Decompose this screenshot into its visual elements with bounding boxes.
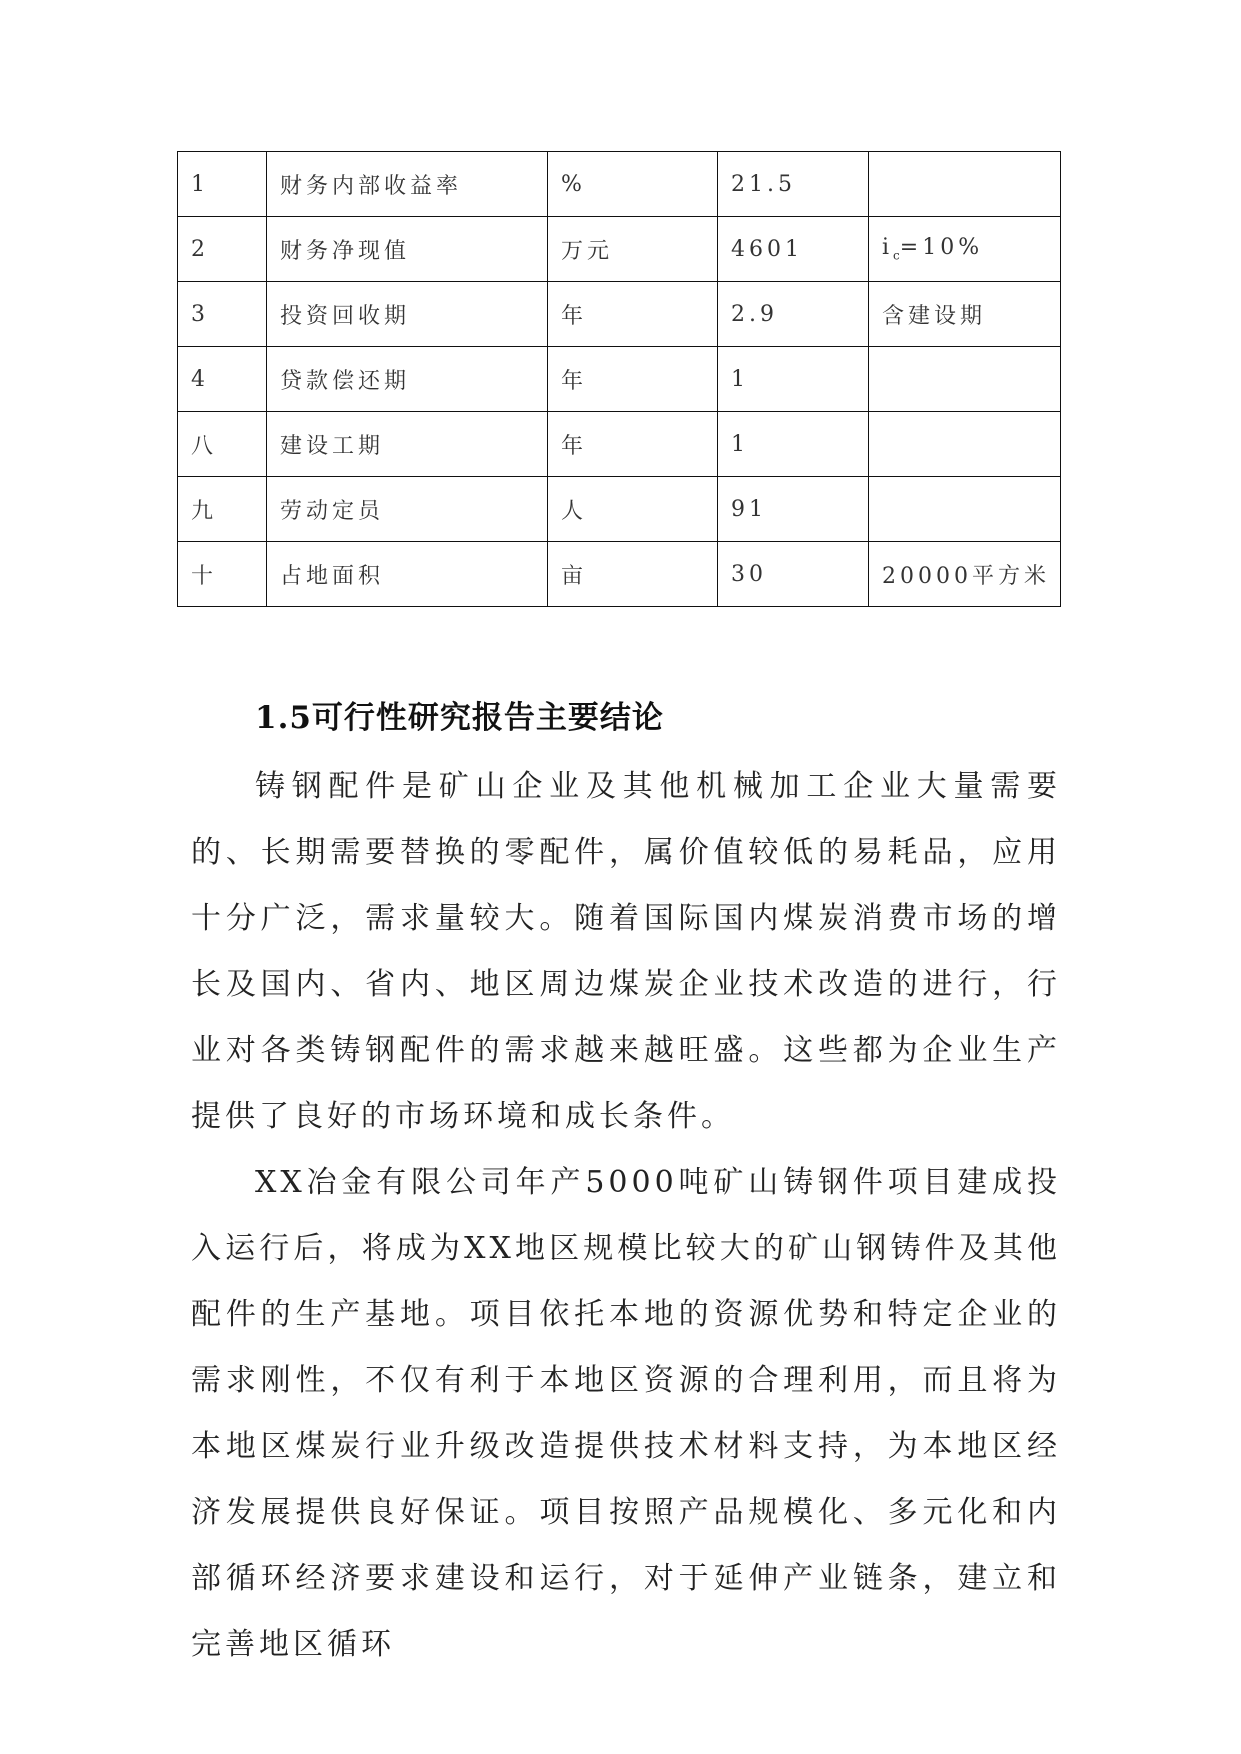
indicator-value: 2.9 xyxy=(718,282,869,347)
table-row xyxy=(178,152,1061,217)
indicator-name: 投资回收期 xyxy=(267,282,548,347)
row-number: 1 xyxy=(178,152,267,217)
indicator-unit: 万元 xyxy=(548,217,718,282)
table-row xyxy=(178,282,1061,347)
table-row xyxy=(178,347,1061,412)
table-row xyxy=(178,412,1061,477)
indicator-value: 1 xyxy=(718,412,869,477)
table-row xyxy=(178,542,1061,607)
row-number: 九 xyxy=(178,477,267,542)
body-paragraph: XX冶金有限公司年产5000吨矿山铸钢件项目建成投入运行后，将成为XX地区规模比较大的矿山钢铸件及其他配件的生产基地。项目依托本地的资源优势和特定企业的需求刚性，不仅有利于本地区资源的合理利用，而且将为本地区煤炭行业升级改造提供技术材料支持，为本地区经济发展提供良好保证。项目按照产品规模化、多元化和内部循环经济要求建设和运行，对于延伸产业链条，建立和完善地区循环 xyxy=(191,1165,1061,1662)
indicator-note: 20000平方米 xyxy=(869,542,1061,607)
indicator-name: 财务净现值 xyxy=(267,217,548,282)
indicator-name: 贷款偿还期 xyxy=(267,347,548,412)
indicator-value: 1 xyxy=(718,347,869,412)
row-number: 十 xyxy=(178,542,267,607)
section-heading: 1.5可行性研究报告主要结论 xyxy=(255,700,664,736)
row-number: 3 xyxy=(178,282,267,347)
discount-rate-subscript: c xyxy=(893,248,900,263)
indicator-note: 含建设期 xyxy=(869,282,1061,347)
indicator-unit: 年 xyxy=(548,412,718,477)
table-row xyxy=(178,477,1061,542)
indicator-note xyxy=(869,412,1061,477)
indicator-name: 建设工期 xyxy=(267,412,548,477)
indicator-value: 21.5 xyxy=(718,152,869,217)
indicator-unit: 亩 xyxy=(548,542,718,607)
indicator-unit: 年 xyxy=(548,282,718,347)
discount-rate-symbol: i xyxy=(882,235,894,261)
indicator-value: 91 xyxy=(718,477,869,542)
indicator-note xyxy=(869,347,1061,412)
indicator-table xyxy=(177,151,1061,607)
indicator-note xyxy=(869,477,1061,542)
row-number: 4 xyxy=(178,347,267,412)
table-row xyxy=(178,217,1061,282)
row-number: 八 xyxy=(178,412,267,477)
indicator-unit: 人 xyxy=(548,477,718,542)
indicator-unit: 年 xyxy=(548,347,718,412)
indicator-name: 财务内部收益率 xyxy=(267,152,548,217)
indicator-unit: % xyxy=(548,152,718,217)
indicator-value: 4601 xyxy=(718,217,869,282)
row-number: 2 xyxy=(178,217,267,282)
indicator-name: 劳动定员 xyxy=(267,477,548,542)
body-paragraph: 铸钢配件是矿山企业及其他机械加工企业大量需要的、长期需要替换的零配件，属价值较低的易耗品，应用十分广泛，需求量较大。随着国际国内煤炭消费市场的增长及国内、省内、地区周边煤炭企业技术改造的进行，行业对各类铸钢配件的需求越来越旺盛。这些都为企业生产提供了良好的市场环境和成长条件。 xyxy=(191,769,1061,1134)
discount-rate-value: =10% xyxy=(899,235,984,261)
indicator-note xyxy=(869,152,1061,217)
indicator-note xyxy=(869,217,1061,282)
indicator-name: 占地面积 xyxy=(267,542,548,607)
indicator-value: 30 xyxy=(718,542,869,607)
